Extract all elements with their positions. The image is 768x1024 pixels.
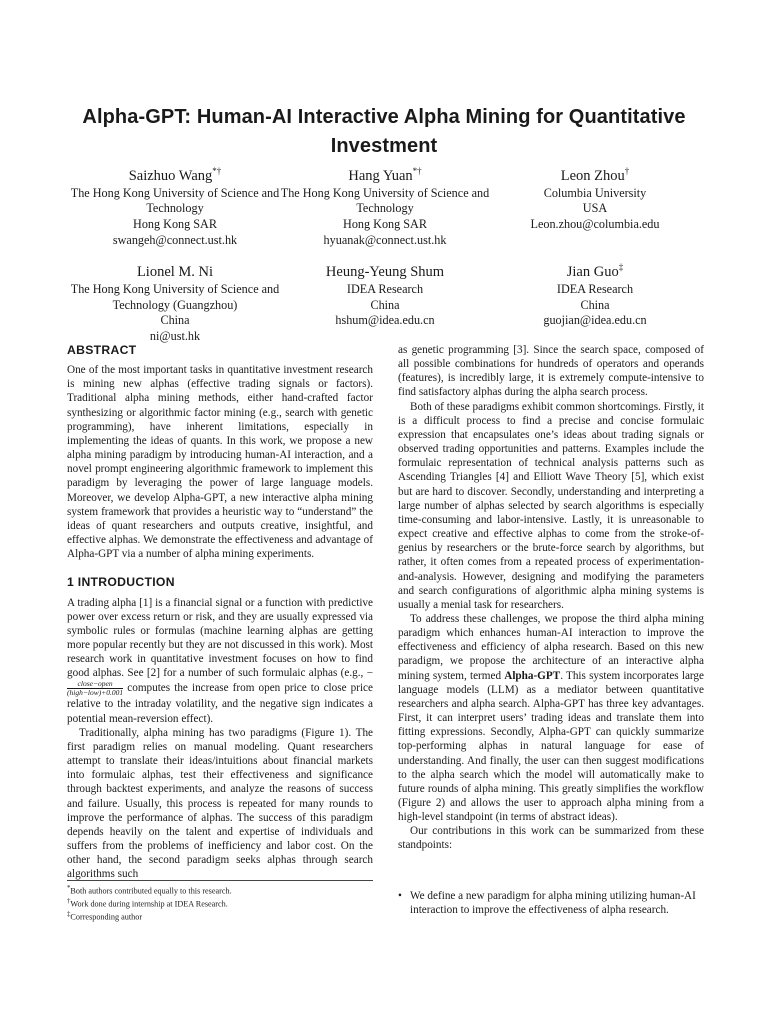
bullet-icon: •	[398, 889, 402, 902]
author-card	[280, 162, 490, 248]
author-location: Hong Kong SAR	[133, 217, 217, 232]
author-card	[70, 162, 280, 248]
author-name: Leon Zhou†	[560, 166, 630, 184]
intro-paragraph-4: To address these challenges, we propose the third alpha mining paradigm which enhances human-AI interaction to improve the effectiveness and efficiency of alpha research. Based on this new paradigm, we propose the architecture of an interactive alpha mining system, termed Alpha-GPT. This system incorporates large language models (LLM) as a mediator between quantitative researchers and alpha search. Alpha-GPT has three key advantages. First, it can interpret users’ trading ideas and translate them into fitting expressions. Secondly, Alpha-GPT can quickly summarize top-performing alphas in natural language for ease of understanding. And finally, the user can then suggest modifications to the alpha search which the model will automatically make to future rounds of alpha mining. This greatly simplifies the workflow (Figure 2) and allows the user to approach alpha mining from a high-level standpoint (in terms of abstract ideas).	[398, 612, 704, 824]
author-row-2	[70, 258, 700, 344]
left-column	[67, 343, 373, 881]
footnote: †Work done during internship at IDEA Research.	[67, 898, 228, 909]
author-affiliation: IDEA Research	[556, 282, 634, 297]
author-block	[70, 162, 700, 354]
footnote: ‡Corresponding author	[67, 911, 143, 923]
author-name: Hang Yuan*†	[348, 166, 422, 184]
intro-paragraph-1: A trading alpha [1] is a financial signal or a function with predictive power over excess return or risk, and they are usually expressed via symbolic rules or formulas (machine learning alphas are getting more popular recently but they are not discussed in this work). Most research work in quantitative investment focuses on how to find good alphas. See [2] for a number of such formulaic alphas (e.g., − $\frac{\text{close−open}}{\text{(high−low)+0.001}}$ computes the increase from open price to close price relative to the intraday volatility, and the negative sign indicates a potential mean-reversion effect).	[67, 596, 373, 725]
author-affiliation: The Hong Kong University of Science and Technology	[280, 185, 490, 216]
intro-paragraph-5: Our contributions in this work can be summarized from these standpoints:	[398, 825, 704, 852]
contribution-bullet: • We define a new paradigm for alpha mining utilizing human-AI interaction to improve the effectiveness of alpha research.	[398, 889, 696, 916]
author-affiliation: Columbia University	[543, 185, 647, 200]
intro-paragraph-3: Both of these paradigms exhibit common shortcomings. Firstly, it is a difficult process to find a precise and concise formulaic expression that encapsulates one’s ideas about trading signals or observed trading opportunities and patterns. Examples include the formulaic representation of technical analysis patterns such as Ascending Triangles [4] and Elliott Wave Theory [5], which exist but are hard to discover. Secondly, understanding and interpreting a large number of alphas selected by search algorithms is especially time-consuming and labor-intensive. Lastly, it is unreasonable to expect creative and effective alphas to come from the stroke-of-genius by researchers or the brute-force search by algorithms, but rather, it often comes from a repeated process of experimentation-and-analysis. However, designing and modifying the parameters and search configurations of algorithmic alpha mining systems is usually a menial task for researchers.	[398, 400, 704, 611]
author-card	[280, 258, 490, 344]
author-location: China	[160, 313, 190, 328]
author-name: Lionel M. Ni	[136, 264, 214, 281]
author-name: Jian Guo‡	[566, 262, 624, 281]
footnote: *Both authors contributed equally to this research.	[67, 885, 232, 896]
author-email: Leon.zhou@columbia.edu	[530, 217, 660, 232]
author-card	[490, 258, 700, 344]
author-name: Saizhuo Wang*†	[128, 166, 222, 184]
author-name: Heung-Yeung Shum	[325, 264, 445, 281]
abstract-text: One of the most important tasks in quantitative investment research is mining new alphas (effective trading signals or factors). Traditional alpha mining methods, either hand-crafted factor synthesizing or algorithmic factor mining (e.g., search with genetic programming), have inherent limitations, especially in implementing the ideas of quants. In this work, we propose a new alpha mining paradigm by introducing human-AI interaction, and a novel prompt engineering algorithmic framework to implement this paradigm by leveraging the power of large language models. Moreover, we develop Alpha-GPT, a new interactive alpha mining system framework that provides a heuristic way to “understand” the ideas of quant researchers and outputs creative, insightful, and effective alphas. We demonstrate the effectiveness and advantage of Alpha-GPT via a number of alpha mining experiments.	[67, 364, 373, 561]
author-card	[490, 162, 700, 248]
intro-paragraph-2: Traditionally, alpha mining has two paradigms (Figure 1). The first paradigm relies on manual modeling. Quant researchers attempt to translate their ideas/intuitions about financial markets into formulaic alphas, test their effectiveness and significance through backtest experiments, and analyze the reasons of success and failure. Usually, this process is repeated for many rounds to improve the performance of alphas. The success of this paradigm depends heavily on the talent and expertise of individuals and suffers from the problems of inefficiency and labor cost. On the other hand, the second paradigm seeks alphas through search algorithms such	[67, 726, 373, 881]
section-heading-introduction: 1 INTRODUCTION	[67, 575, 175, 590]
author-email: swangeh@connect.ust.hk	[112, 232, 238, 247]
author-location: China	[580, 297, 610, 312]
author-email: guojian@idea.edu.cn	[543, 313, 647, 328]
author-email: hshum@idea.edu.cn	[335, 313, 435, 328]
author-email: hyuanak@connect.ust.hk	[323, 232, 447, 247]
right-column	[398, 343, 704, 917]
footnotes	[67, 880, 373, 924]
author-row-1	[70, 162, 700, 248]
author-affiliation: The Hong Kong University of Science and Technology	[70, 185, 280, 216]
intro-paragraph-2-continued: as genetic programming [3]. Since the search space, composed of all possible combinations for hundreds of operators and operands (features), is incredibly large, it is extremely compute-intensive to find satisfactory alphas during the alpha search process.	[398, 344, 704, 399]
author-affiliation: The Hong Kong University of Science and Technology (Guangzhou)	[70, 282, 280, 312]
alpha-formula-fraction: $\frac{\text{close−open}}{\text{(high−low)+0.001}}$	[67, 679, 124, 698]
author-location: USA	[582, 201, 608, 216]
author-location: Hong Kong SAR	[343, 217, 427, 232]
author-location: China	[370, 297, 400, 312]
paper-title: Alpha-GPT: Human-AI Interactive Alpha Mining for Quantitative Investment	[82, 106, 686, 157]
author-affiliation: IDEA Research	[346, 282, 424, 297]
author-email: ni@ust.hk	[149, 328, 201, 343]
abstract-heading: ABSTRACT	[67, 343, 137, 357]
author-card	[70, 258, 280, 344]
